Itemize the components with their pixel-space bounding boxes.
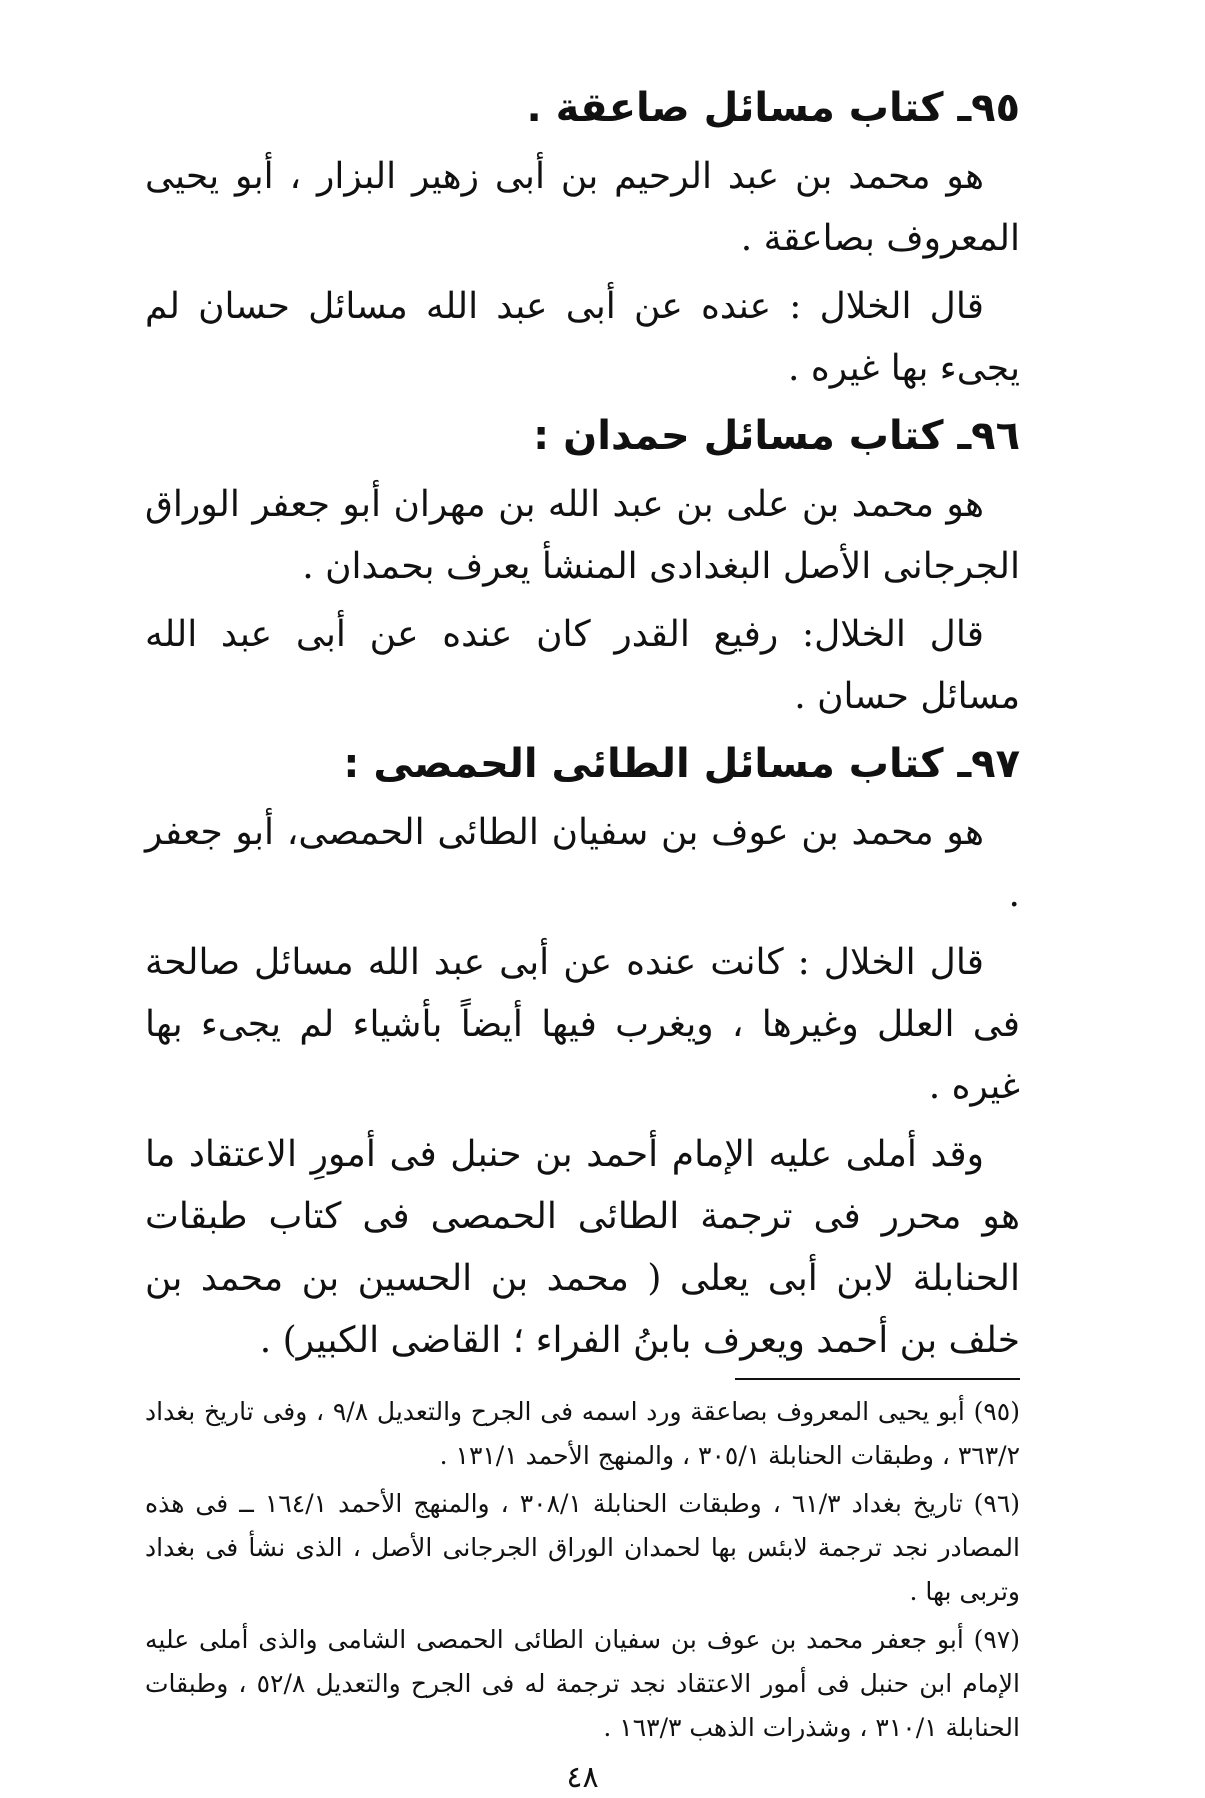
entry-paragraph: وقد أملى عليه الإمام أحمد بن حنبل فى أمورِ الاعتقاد ما هو محرر فى ترجمة الطائى الحمصى فى كتاب طبقات الحنابلة لابن أبى يعلى ( محمد بن الحسين بن محمد بن خلف بن أحمد ويعرف بابنُ الفراء ؛ القاضى الكبير) .	[145, 1134, 1020, 1361]
entry-paragraph: قال الخلال : عنده عن أبى عبد الله مسائل حسان لم يجىء بها غيره .	[145, 286, 1020, 389]
entry-paragraph: هو محمد بن عوف بن سفيان الطائى الحمصى، أبو جعفر .	[145, 812, 1020, 915]
footnotes	[145, 1390, 1020, 1750]
footnote-95: (٩٥) أبو يحيى المعروف بصاعقة ورد اسمه فى الجرح والتعديل ٩/٨ ، وفى تاريخ بغداد ٣٦٣/٢ ، وطبقات الحنابلة ٣٠٥/١ ، والمنهج الأحمد ١٣١/١ .	[145, 1397, 1020, 1470]
book-page	[145, 78, 1020, 1798]
footnote-96: (٩٦) تاريخ بغداد ٦١/٣ ، وطبقات الحنابلة ٣٠٨/١ ، والمنهج الأحمد ١٦٤/١ ــ فى هذه المصادر نجد ترجمة لابئس بها لحمدان الوراق الجرجانى الأصل ، الذى نشأ فى بغداد وتربى بها .	[145, 1489, 1021, 1606]
entry-paragraph: هو محمد بن عبد الرحيم بن أبى زهير البزار ، أبو يحيى المعروف بصاعقة .	[145, 156, 1020, 259]
entry-heading: ٩٥ـ كتاب مسائل صاعقة .	[526, 85, 1020, 131]
entry-heading: ٩٦ـ كتاب مسائل حمدان :	[533, 413, 1020, 459]
entry-97	[145, 734, 1020, 1372]
footnote-divider	[735, 1378, 1020, 1380]
entry-heading: ٩٧ـ كتاب مسائل الطائى الحمصى :	[343, 741, 1020, 787]
entry-95	[145, 78, 1020, 400]
entry-paragraph: هو محمد بن على بن عبد الله بن مهران أبو جعفر الوراق الجرجانى الأصل البغدادى المنشأ يعرف بحمدان .	[145, 484, 1020, 587]
page-number: ٤٨	[566, 1760, 599, 1795]
entry-96	[145, 406, 1020, 728]
footnote-97: (٩٧) أبو جعفر محمد بن عوف بن سفيان الطائى الحمصى الشامى والذى أملى عليه الإمام ابن حنبل فى أمور الاعتقاد نجد ترجمة له فى الجرح والتعديل ٥٢/٨ ، وطبقات الحنابلة ٣١٠/١ ، وشذرات الذهب ١٦٣/٣ .	[145, 1625, 1020, 1742]
entry-paragraph: قال الخلال: رفيع القدر كان عنده عن أبى عبد الله مسائل حسان .	[145, 614, 1020, 717]
entry-paragraph: قال الخلال : كانت عنده عن أبى عبد الله مسائل صالحة فى العلل وغيرها ، ويغرب فيها أيضاً بأشياء لم يجىء بها غيره .	[145, 942, 1020, 1107]
